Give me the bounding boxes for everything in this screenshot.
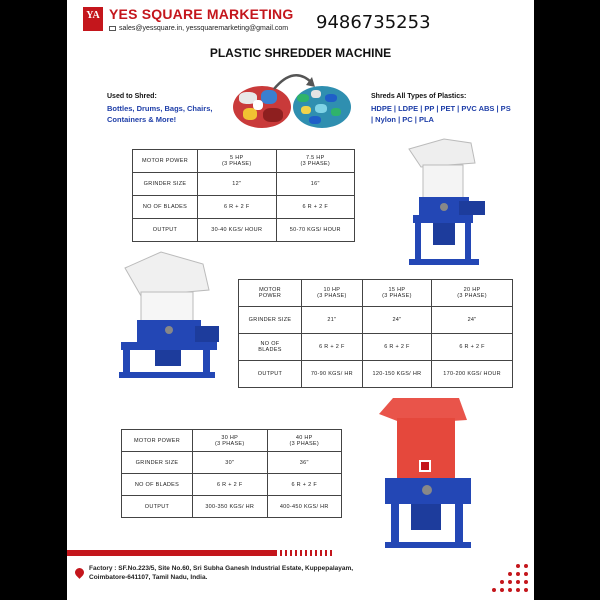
- table-row: [133, 173, 355, 196]
- footer-red-bar: [67, 550, 275, 556]
- page-title: PLASTIC SHREDDER MACHINE: [209, 46, 392, 60]
- company-name: YES SQUARE MARKETING: [109, 6, 294, 22]
- spec-table-small: [132, 149, 355, 242]
- table-row: [122, 474, 342, 496]
- table-cell: 6 R + 2 F: [193, 474, 268, 496]
- table-row: [239, 307, 513, 334]
- table-row: [133, 219, 355, 242]
- table-cell: 36": [267, 452, 342, 474]
- table-cell: GRINDER SIZE: [239, 307, 302, 334]
- table-cell: 30-40 KGS/ HOUR: [198, 219, 277, 242]
- table-cell: 20 HP (3 PHASE): [432, 280, 513, 307]
- table-cell: GRINDER SIZE: [133, 173, 198, 196]
- factory-address: Factory : SF.No.223/5, Site No.60, Sri Subha Ganesh Industrial Estate, Kuppepalayam, Coimbatore-641107, Tamil Nadu, India.: [89, 565, 354, 581]
- footer-dot-pattern: [275, 550, 335, 556]
- table-cell: 30 HP (3 PHASE): [193, 430, 268, 452]
- table-row: [122, 452, 342, 474]
- table-cell: 70-90 KGS/ HR: [302, 361, 363, 388]
- table-row: [239, 361, 513, 388]
- table-cell: 16": [276, 173, 355, 196]
- brochure-page: [67, 0, 534, 600]
- table-cell: GRINDER SIZE: [122, 452, 193, 474]
- table-cell: 170-200 KGS/ HOUR: [432, 361, 513, 388]
- table-cell: NO OF BLADES: [122, 474, 193, 496]
- table-row: [133, 196, 355, 219]
- table-cell: 6 R + 2 F: [198, 196, 277, 219]
- table-row: [122, 430, 342, 452]
- shreds-types-list: HDPE | LDPE | PP | PET | PVC ABS | PS | Nylon | PC | PLA: [371, 104, 511, 124]
- table-row: [133, 150, 355, 173]
- table-cell: 30": [193, 452, 268, 474]
- table-cell: 15 HP (3 PHASE): [362, 280, 431, 307]
- shredder-machine-medium-image: [111, 250, 223, 382]
- table-cell: NO OF BLADES: [133, 196, 198, 219]
- table-cell: NO OF BLADES: [239, 334, 302, 361]
- table-cell: 24": [432, 307, 513, 334]
- shreds-types-title: Shreds All Types of Plastics:: [371, 93, 467, 100]
- table-cell: 12": [198, 173, 277, 196]
- email-icon: [109, 26, 116, 31]
- table-cell: 400-450 KGS/ HR: [267, 496, 342, 518]
- table-cell: 6 R + 2 F: [276, 196, 355, 219]
- table-cell: MOTOR POWER: [239, 280, 302, 307]
- table-cell: 300-350 KGS/ HR: [193, 496, 268, 518]
- table-cell: OUTPUT: [133, 219, 198, 242]
- table-cell: 6 R + 2 F: [302, 334, 363, 361]
- shredder-machine-small-image: [399, 137, 489, 272]
- spec-table-medium: [238, 279, 513, 388]
- table-cell: MOTOR POWER: [133, 150, 198, 173]
- table-row: [239, 334, 513, 361]
- company-logo: [83, 7, 103, 31]
- email-line: [109, 25, 288, 32]
- table-cell: 6 R + 2 F: [362, 334, 431, 361]
- shredder-machine-large-image: [375, 392, 475, 552]
- shredded-plastic-image: [293, 86, 351, 128]
- phone-number: 9486735253: [316, 12, 431, 33]
- table-cell: 40 HP (3 PHASE): [267, 430, 342, 452]
- table-cell: 24": [362, 307, 431, 334]
- used-to-shred-items: Bottles, Drums, Bags, Chairs, Containers & More!: [107, 104, 213, 124]
- table-cell: OUTPUT: [239, 361, 302, 388]
- table-cell: 10 HP (3 PHASE): [302, 280, 363, 307]
- used-to-shred-title: Used to Shred:: [107, 93, 157, 100]
- spec-table-large: [121, 429, 342, 518]
- email-text: sales@yessquare.in, yessquaremarketing@gmail.com: [119, 25, 289, 32]
- table-cell: 6 R + 2 F: [432, 334, 513, 361]
- table-row: [122, 496, 342, 518]
- table-cell: 120-150 KGS/ HR: [362, 361, 431, 388]
- table-cell: 50-70 KGS/ HOUR: [276, 219, 355, 242]
- table-cell: 5 HP (3 PHASE): [198, 150, 277, 173]
- corner-dot-decoration: [464, 560, 534, 594]
- logo-mark: YA: [86, 10, 100, 21]
- table-cell: 21": [302, 307, 363, 334]
- table-cell: 6 R + 2 F: [267, 474, 342, 496]
- location-pin-icon: [73, 566, 86, 579]
- table-cell: OUTPUT: [122, 496, 193, 518]
- table-cell: 7.5 HP (3 PHASE): [276, 150, 355, 173]
- table-cell: MOTOR POWER: [122, 430, 193, 452]
- table-row: [239, 280, 513, 307]
